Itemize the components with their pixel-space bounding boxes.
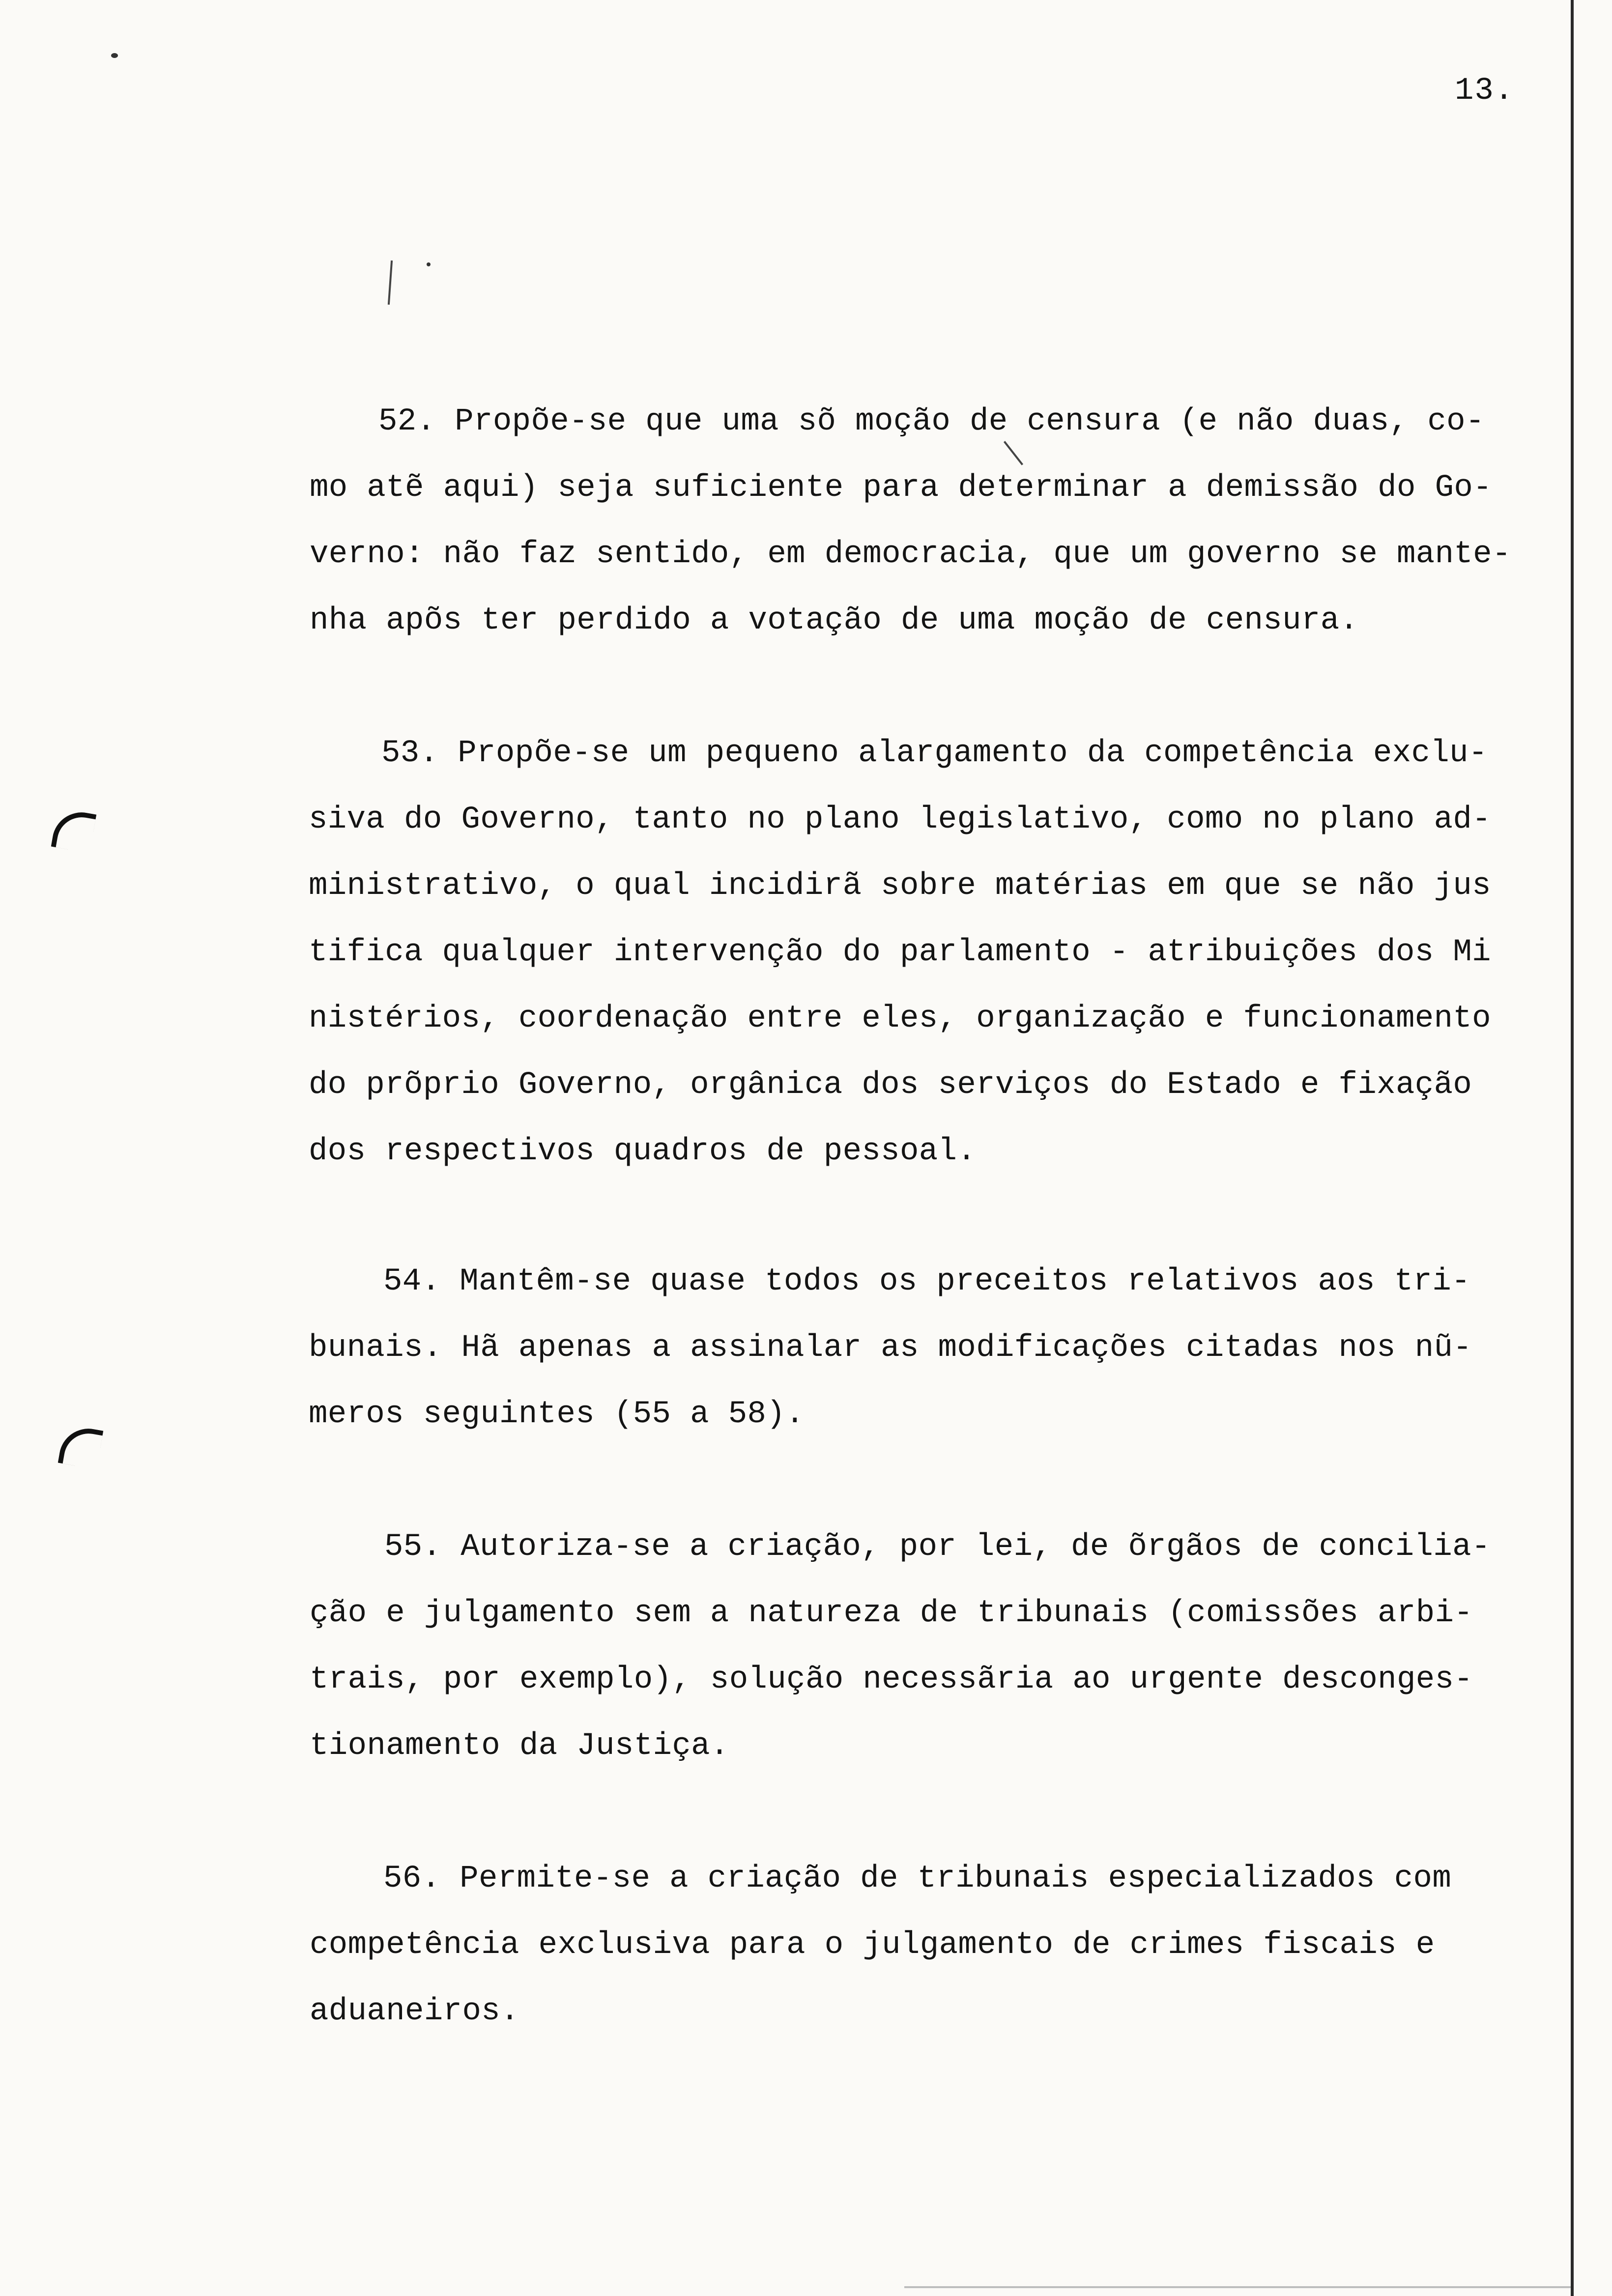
paragraph-line: dos respectivos quadros de pessoal. [309, 1134, 977, 1169]
scan-speck [111, 53, 118, 58]
paragraph-line: meros seguintes (55 a 58). [309, 1397, 805, 1432]
paragraph-line: 53. Propõe-se um pequeno alargamento da competência exclu- [381, 736, 1488, 771]
paragraph-line: ção e julgamento sem a natureza de tribunais (comissões arbi- [310, 1596, 1473, 1631]
paragraph-line: bunais. Hã apenas a assinalar as modificações citadas nos nũ- [309, 1330, 1472, 1366]
hole-punch-mark-lower [58, 1424, 104, 1470]
paragraph-line: trais, por exemplo), solução necessãria ao urgente desconges- [310, 1662, 1473, 1697]
scan-mark [388, 260, 393, 305]
paragraph-line: 54. Mantêm-se quase todos os preceitos relativos aos tri- [383, 1264, 1470, 1299]
paragraph-line: competência exclusiva para o julgamento de crimes fiscais e [310, 1927, 1435, 1963]
paragraph-line: 55. Autoriza-se a criação, por lei, de õrgãos de concilia- [384, 1529, 1491, 1565]
page-number: 13. [1455, 73, 1515, 109]
paragraph-line: 52. Propõe-se que uma sõ moção de censura (e não duas, co- [378, 404, 1485, 439]
bottom-edge-line [904, 2286, 1571, 2288]
paragraph-line: nistérios, coordenação entre eles, organização e funcionamento [309, 1001, 1491, 1036]
paragraph-line: nha apõs ter perdido a votação de uma moção de censura. [310, 603, 1359, 638]
paragraph-line: ministrativo, o qual incidirã sobre matérias em que se não jus [309, 868, 1491, 904]
paragraph-line: tionamento da Justiça. [310, 1728, 729, 1764]
binding-edge-line [1571, 0, 1574, 2296]
scan-mark [1004, 441, 1023, 465]
paragraph-line: mo atẽ aqui) seja suficiente para determinar a demissão do Go- [310, 470, 1492, 506]
paragraph-line: verno: não faz sentido, em democracia, que um governo se mante- [310, 537, 1511, 572]
paragraph-line: do prõprio Governo, orgânica dos serviços do Estado e fixação [309, 1067, 1472, 1103]
paragraph-line: siva do Governo, tanto no plano legislativo, como no plano ad- [309, 802, 1491, 837]
paragraph-line: 56. Permite-se a criação de tribunais especializados com [383, 1861, 1452, 1896]
paragraph-line: aduaneiros. [310, 1994, 519, 2029]
scan-speck [427, 262, 431, 266]
paragraph-line: tifica qualquer intervenção do parlamento - atribuições dos Mi [309, 935, 1491, 970]
hole-punch-mark-upper [51, 808, 97, 854]
